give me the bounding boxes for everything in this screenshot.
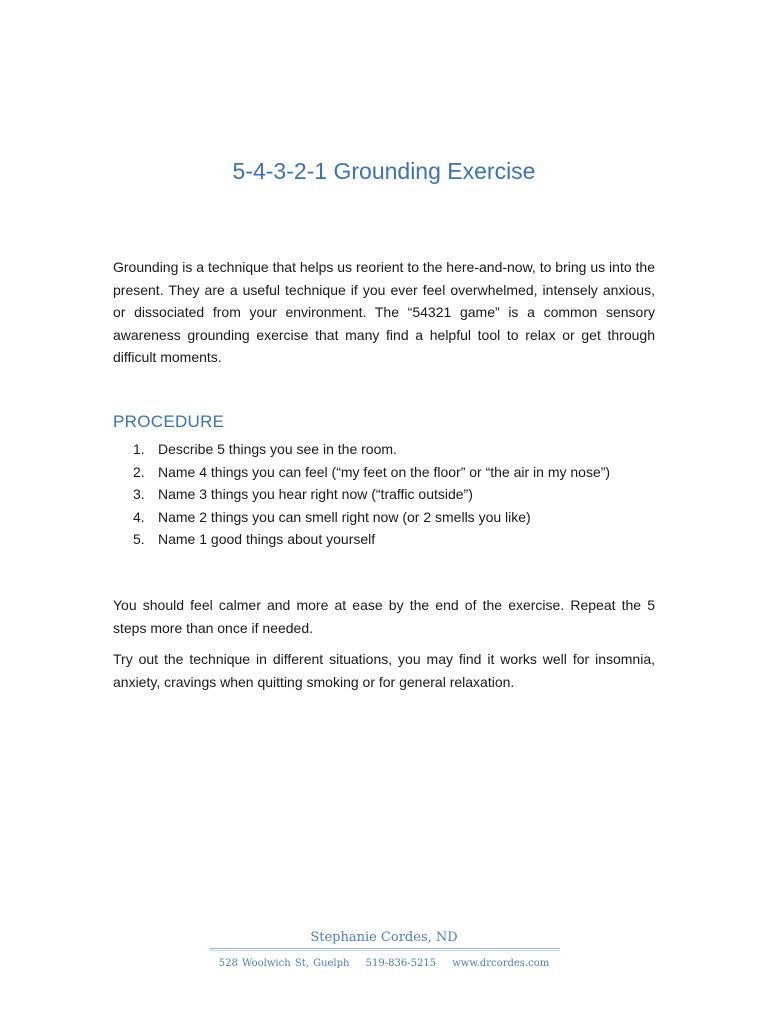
closing-paragraph-1: You should feel calmer and more at ease by the end of the exercise. Repeat the 5 steps more than once if needed. bbox=[113, 597, 655, 636]
closing-paragraph-2: Try out the technique in different situations, you may find it works well for insomnia, anxiety, cravings when quitting smoking or for general relaxation. bbox=[113, 651, 655, 690]
footer-contact bbox=[0, 958, 768, 969]
list-item-number: 4. bbox=[133, 508, 145, 525]
page-title: 5-4-3-2-1 Grounding Exercise bbox=[232, 158, 536, 184]
list-item bbox=[113, 483, 610, 506]
list-item bbox=[113, 528, 610, 551]
list-item bbox=[113, 438, 610, 461]
list-item-number: 3. bbox=[133, 486, 145, 503]
list-item bbox=[113, 506, 610, 529]
procedure-heading: PROCEDURE bbox=[113, 412, 225, 431]
list-item-number: 5. bbox=[133, 531, 145, 548]
procedure-list bbox=[113, 438, 610, 551]
list-item-number: 1. bbox=[133, 441, 145, 457]
list-item-text: Name 3 things you hear right now (“traffic outside”) bbox=[158, 486, 473, 503]
footer-phone: 519-836-5215 bbox=[365, 958, 437, 969]
list-item bbox=[113, 461, 610, 484]
list-item-text: Name 4 things you can feel (“my feet on the floor” or “the air in my nose”) bbox=[158, 463, 611, 480]
intro-paragraph: Grounding is a technique that helps us reorient to the here-and-now, to bring us into the present. They are a useful technique if you ever feel overwhelmed, intensely anxious, or dissociated from your environment. The “54321 game” is a common sensory awareness grounding exercise that many find a helpful tool to relax or get through difficult moments. bbox=[113, 259, 655, 366]
list-item-text: Name 1 good things about yourself bbox=[158, 531, 376, 548]
footer-website[interactable]: www.drcordes.com bbox=[452, 958, 550, 969]
list-item-number: 2. bbox=[133, 463, 145, 480]
list-item-text: Describe 5 things you see in the room. bbox=[158, 441, 397, 457]
footer-address: 528 Woolwich St, Guelph bbox=[218, 958, 350, 969]
footer-name: Stephanie Cordes, ND bbox=[310, 930, 458, 945]
list-item-text: Name 2 things you can smell right now (or 2 smells you like) bbox=[158, 508, 531, 525]
footer-divider bbox=[209, 948, 560, 951]
